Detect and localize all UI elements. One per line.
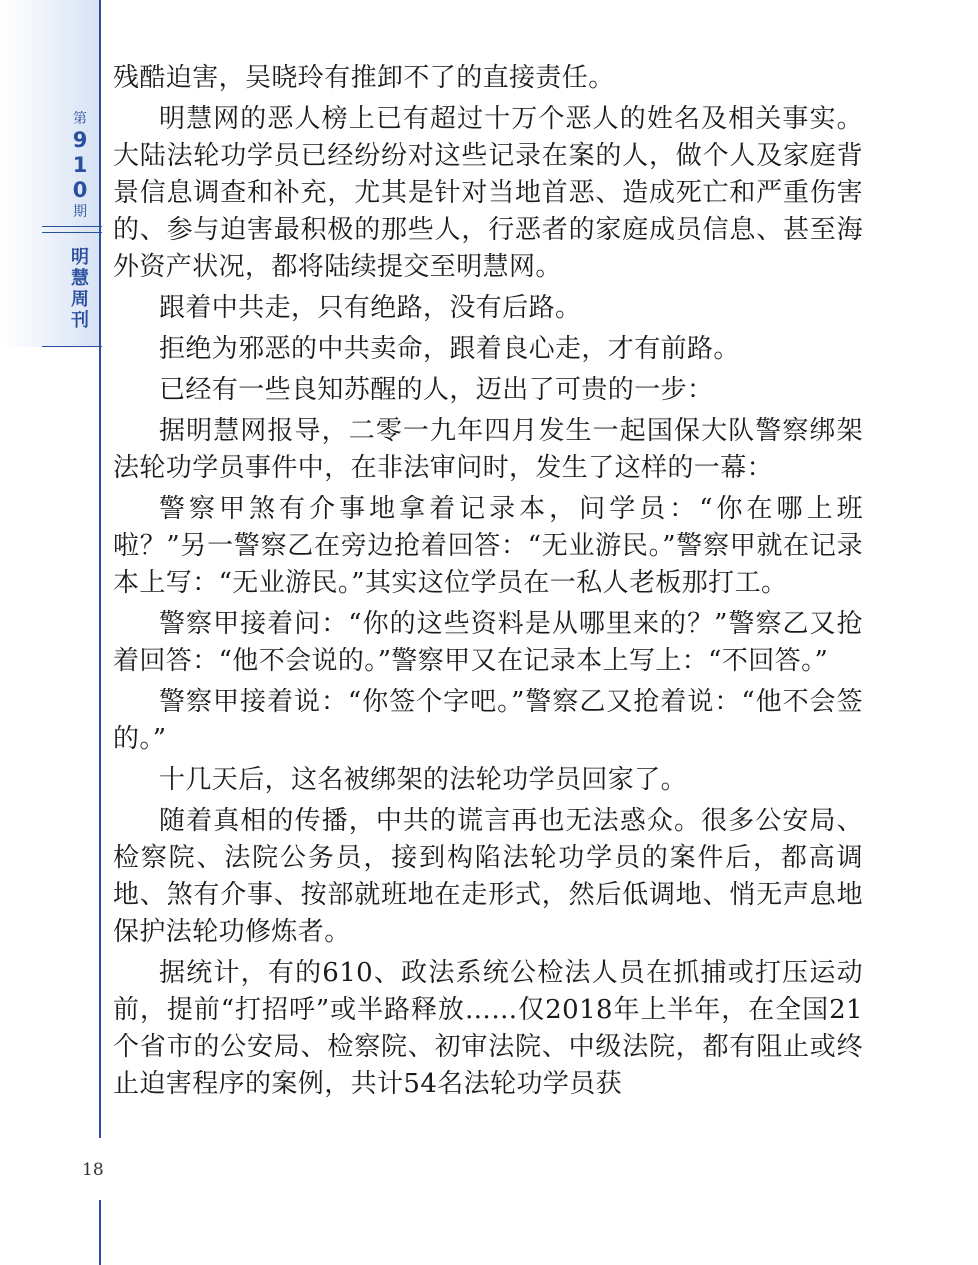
paragraph: 警察甲接着问：“你的这些资料是从哪里来的？”警察乙又抢着回答：“他不会说的。”警察甲又在记录本上写上：“不回答。” xyxy=(113,609,863,676)
margin-rule xyxy=(99,1200,101,1265)
paragraph: 残酷迫害，吴晓玲有推卸不了的直接责任。 xyxy=(113,63,615,93)
paragraph: 据统计，有的610、政法系统公检法人员在抓捕或打压运动前，提前“打招呼”或半路释放……仅2018年上半年，在全国21个省市的公安局、检察院、初审法院、中级法院，都有阻止或终止迫害程序的案例，共计54名法轮功学员获 xyxy=(113,958,863,1099)
publication-name xyxy=(64,247,96,331)
sidebar-divider xyxy=(42,226,102,227)
issue-digit: 9 xyxy=(72,128,88,152)
paragraph: 十几天后，这名被绑架的法轮功学员回家了。 xyxy=(159,765,688,795)
issue-number xyxy=(62,110,98,221)
paragraph: 已经有一些良知苏醒的人，迈出了可贵的一步： xyxy=(159,375,714,405)
brand-char: 慧 xyxy=(71,268,89,289)
paragraph: 警察甲煞有介事地拿着记录本，问学员：“你在哪上班啦？”另一警察乙在旁边抢着回答：“无业游民。”警察甲就在记录本上写：“无业游民。”其实这位学员在一私人老板那打工。 xyxy=(113,494,863,598)
paragraph: 跟着中共走，只有绝路，没有后路。 xyxy=(159,293,582,323)
margin-rule xyxy=(99,0,101,348)
sidebar-divider xyxy=(42,232,102,233)
paragraph: 警察甲接着说：“你签个字吧。”警察乙又抢着说：“他不会签的。” xyxy=(113,687,863,754)
issue-suffix: 期 xyxy=(73,204,87,220)
paragraph: 随着真相的传播，中共的谎言再也无法惑众。很多公安局、检察院、法院公务员，接到构陷法轮功学员的案件后，都高调地、煞有介事、按部就班地在走形式，然后低调地、悄无声息地保护法轮功修炼者。 xyxy=(113,806,863,947)
issue-prefix: 第 xyxy=(73,111,87,127)
issue-digit: 0 xyxy=(72,178,88,202)
paragraph: 拒绝为邪恶的中共卖命，跟着良心走，才有前路。 xyxy=(159,334,740,364)
page-number: 18 xyxy=(82,1160,104,1180)
sidebar-divider xyxy=(42,346,102,347)
paragraph: 据明慧网报导，二零一九年四月发生一起国保大队警察绑架法轮功学员事件中，在非法审问时，发生了这样的一幕： xyxy=(113,416,863,483)
brand-char: 明 xyxy=(71,247,89,268)
paragraph: 明慧网的恶人榜上已有超过十万个恶人的姓名及相关事实。大陆法轮功学员已经纷纷对这些记录在案的人，做个人及家庭背景信息调查和补充，尤其是针对当地首恶、造成死亡和严重伤害的、参与迫害最积极的那些人，行恶者的家庭成员信息、甚至海外资产状况，都将陆续提交至明慧网。 xyxy=(113,104,863,282)
brand-char: 刊 xyxy=(71,310,89,331)
issue-digit: 1 xyxy=(72,153,88,177)
article-body xyxy=(113,60,863,1107)
margin-rule xyxy=(99,348,101,1138)
brand-char: 周 xyxy=(71,289,89,310)
